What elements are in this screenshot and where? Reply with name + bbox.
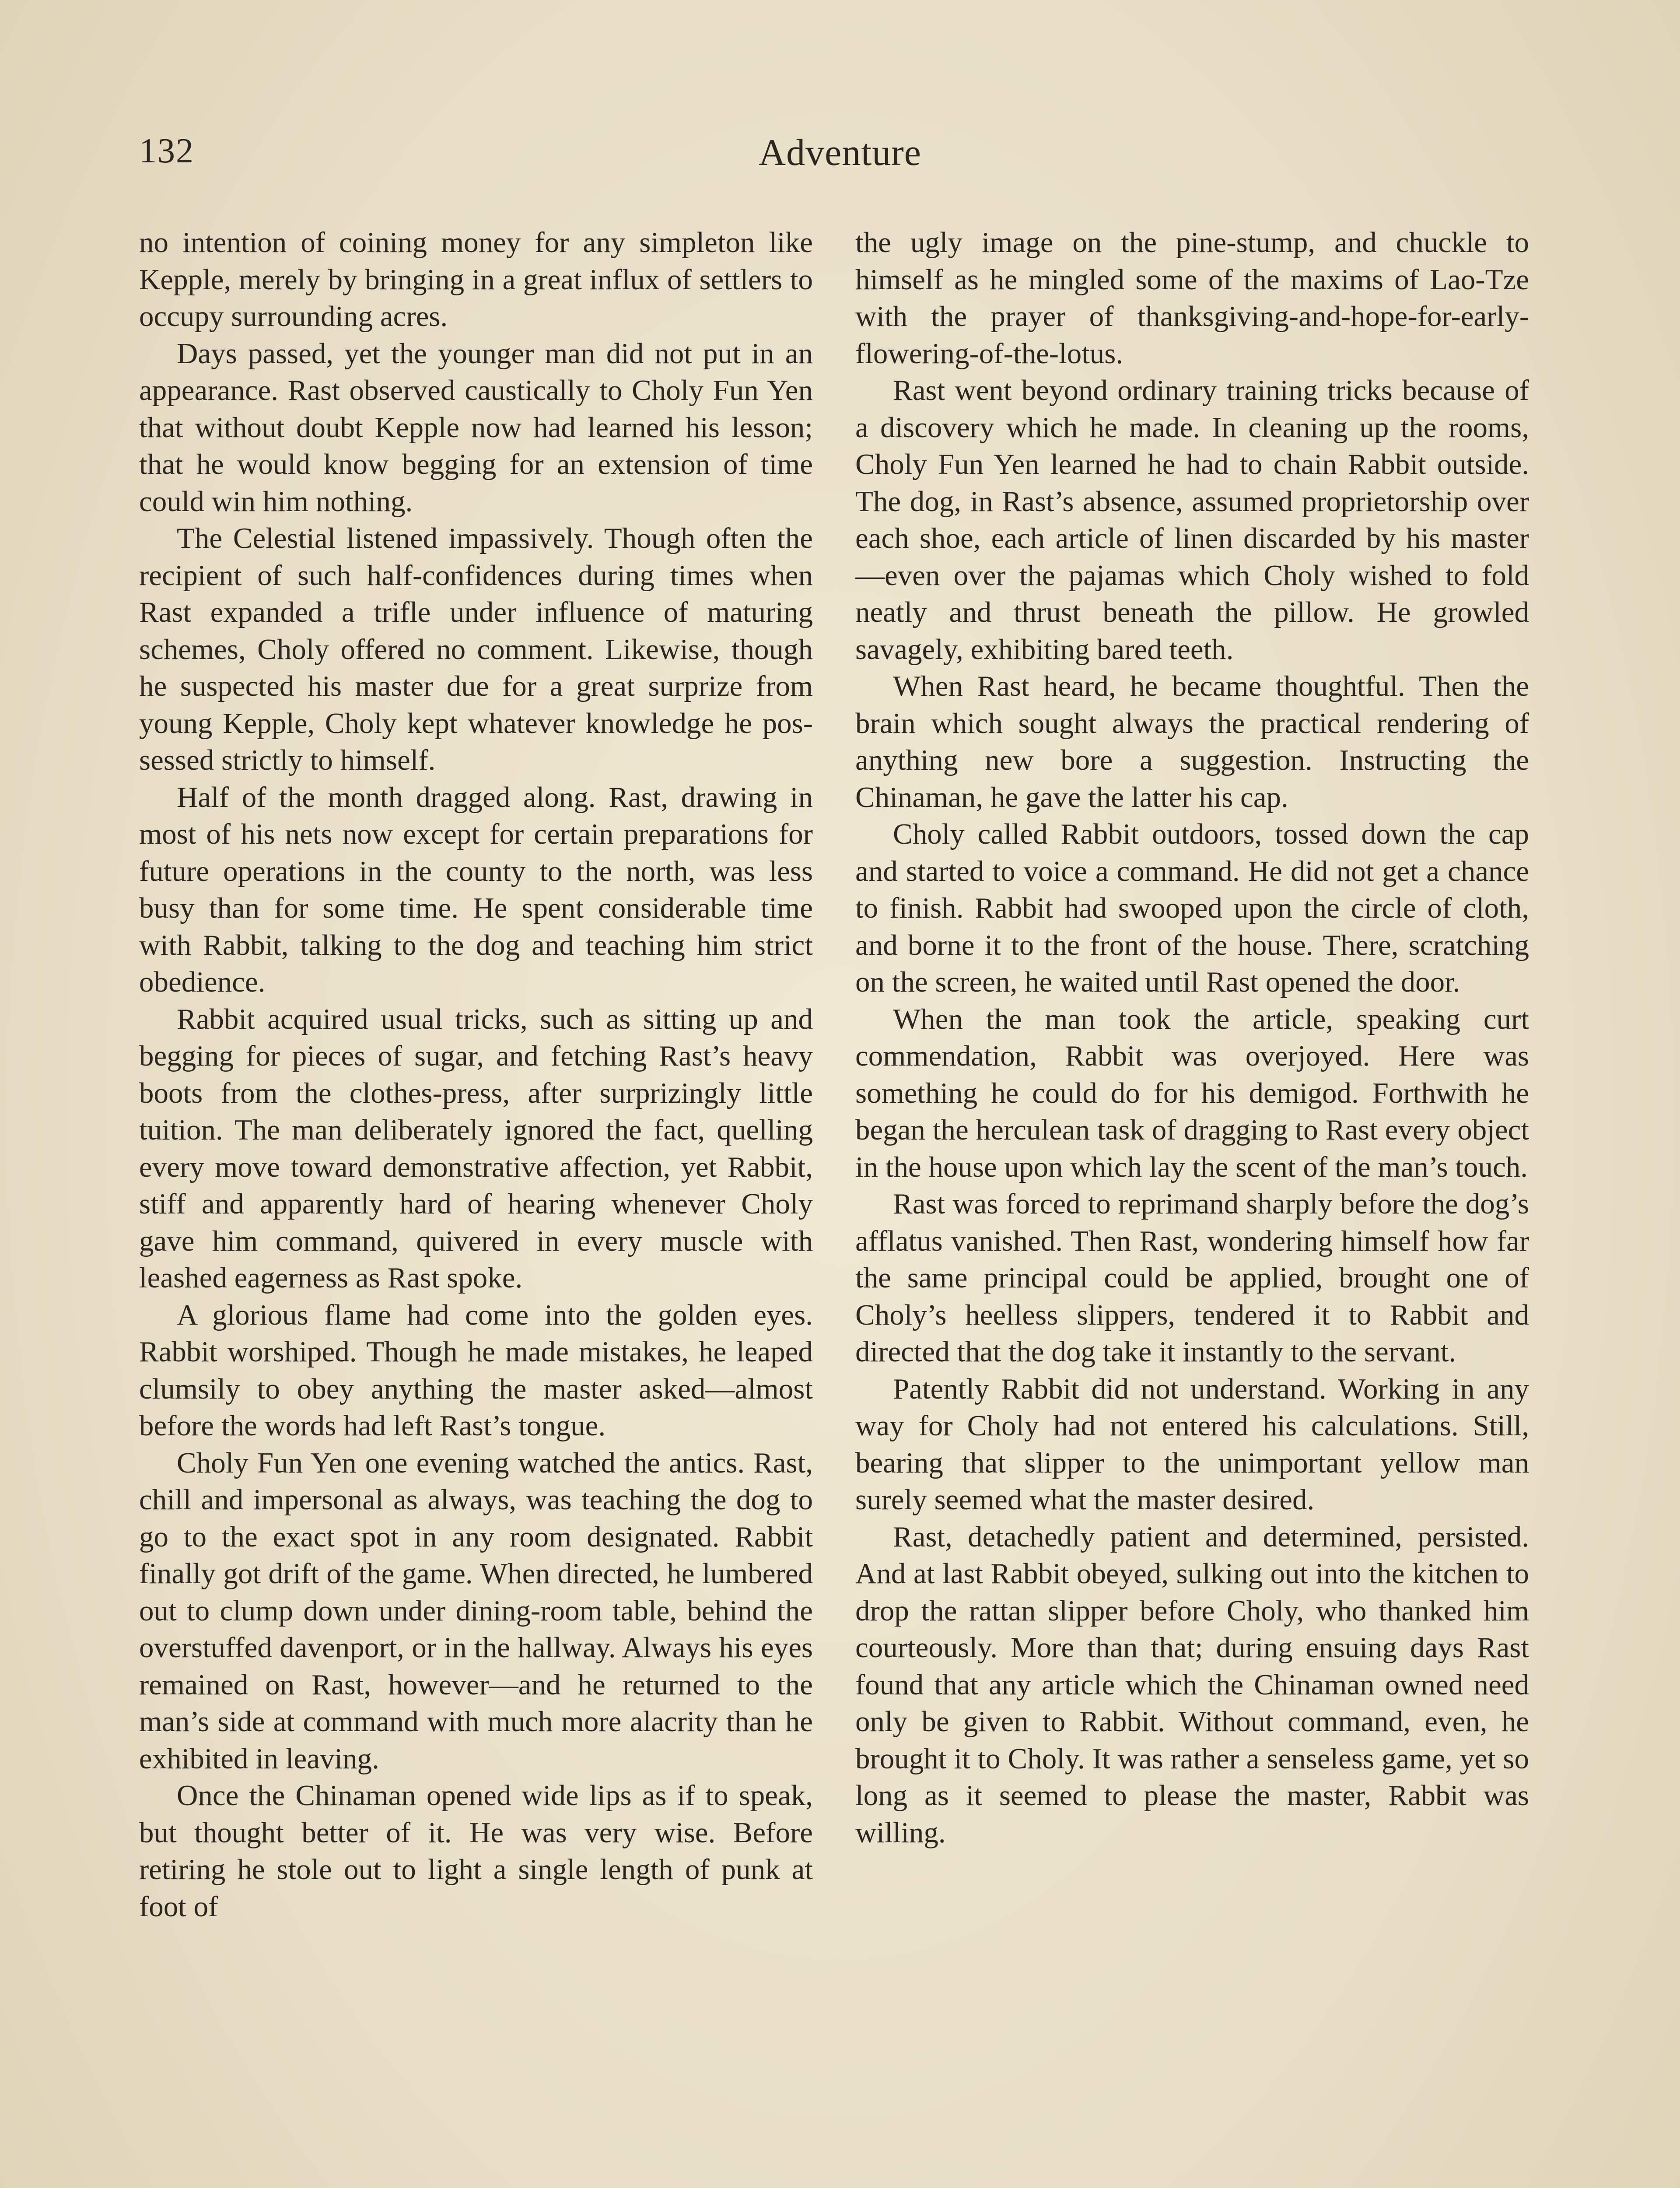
page-number: 132 [139, 132, 194, 170]
left-column [139, 224, 813, 1925]
paragraph: Choly called Rabbit outdoors, tossed down the cap and started to voice a command. He did not get a chance to finish. Rabbit had swooped upon the circle of cloth, and borne it to the front of the house. There, scratching on the screen, he waited until Rast opened the door. [855, 818, 1529, 998]
right-column [855, 224, 1529, 1851]
paragraph: Patently Rabbit did not understand. Working in any way for Choly had not entered his calculations. Still, bearing that slipper to the unimportant yellow man surely seemed what the master desired. [855, 1372, 1529, 1516]
paragraph: Choly Fun Yen one evening watched the antics. Rast, chill and impersonal as always, was teaching the dog to go to the exact spot in any room designated. Rabbit finally got drift of the game. When directed, he lumbered out to clump down under dining-room table, behind the overstuffed davenport, or in the hallway. Always his eyes remained on Rast, however—and he returned to the man’s side at command with much more alacrity than he exhibited in leaving. [139, 1446, 813, 1775]
paragraph: Rast was forced to reprimand sharply before the dog’s afflatus vanished. Then Rast, wondering himself how far the same principal could be applied, brought one of Choly’s heelless slippers, tendered it to Rabbit and directed that the dog take it instantly to the servant. [855, 1188, 1529, 1368]
paragraph: When the man took the article, speaking curt commendation, Rabbit was overjoyed. Here was something he could do for his demigod. Forthwith he began the herculean task of dragging to Rast every object in the house upon which lay the scent of the man’s touch. [855, 1003, 1529, 1183]
paragraph: When Rast heard, he became thoughtful. Then the brain which sought always the practical rendering of anything new bore a suggestion. Instructing the Chinaman, he gave the latter his cap. [855, 670, 1529, 813]
paragraph: Days passed, yet the younger man did not put in an appearance. Rast observed caustically to Choly Fun Yen that without doubt Kepple now had learned his lesson; that he would know begging for an extension of time could win him nothing. [139, 337, 813, 518]
paragraph: Half of the month dragged along. Rast, drawing in most of his nets now except for certain preparations for future operations in the county to the north, was less busy than for some time. He spent considerable time with Rabbit, talking to the dog and teaching him strict obedience. [139, 781, 813, 998]
paragraph: the ugly image on the pine-stump, and chuckle to himself as he mingled some of the maxims of Lao-Tze with the prayer of thanksgiving-and-hope-for-early-flowering-of-the-lotus. [855, 226, 1529, 370]
paragraph: The Celestial listened impassively. Though often the recipient of such half-confidences during times when Rast expanded a trifle under influence of maturing schemes, Choly offered no comment. Likewise, though he suspected his master due for a great surprize from young Kepple, Choly kept whatever knowledge he possessed strictly to himself. [139, 522, 813, 776]
paragraph: Once the Chinaman opened wide lips as if to speak, but thought better of it. He was very wise. Before retiring he stole out to light a single length of punk at foot of [139, 1779, 813, 1923]
paragraph: no intention of coining money for any simpleton like Kepple, merely by bringing in a great influx of settlers to occupy surrounding acres. [139, 226, 813, 333]
running-title: Adventure [759, 131, 921, 173]
paragraph: Rast went beyond ordinary training tricks because of a discovery which he made. In cleaning up the rooms, Choly Fun Yen learned he had to chain Rabbit outside. The dog, in Rast’s absence, assumed proprietorship over each shoe, each article of linen discarded by his master—even over the pajamas which Choly wished to fold neatly and thrust beneath the pillow. He growled savagely, exhibiting bared teeth. [855, 374, 1529, 666]
paragraph: Rabbit acquired usual tricks, such as sitting up and begging for pieces of sugar, and fetching Rast’s heavy boots from the clothes-press, after surprizingly little tuition. The man deliberately ignored the fact, quelling every move toward demonstrative affection, yet Rabbit, stiff and apparently hard of hearing whenever Choly gave him command, quivered in every muscle with leashed eagerness as Rast spoke. [139, 1003, 813, 1294]
paragraph: A glorious flame had come into the golden eyes. Rabbit worshiped. Though he made mistakes, he leaped clumsily to obey anything the master asked—almost before the words had left Rast’s tongue. [139, 1298, 813, 1442]
paragraph: Rast, detachedly patient and determined, persisted. And at last Rabbit obeyed, sulking out into the kitchen to drop the rattan slipper before Choly, who thanked him courteously. More than that; during ensuing days Rast found that any article which the Chinaman owned need only be given to Rabbit. Without command, even, he brought it to Choly. It was rather a senseless game, yet so long as it seemed to please the master, Rabbit was willing. [855, 1520, 1529, 1849]
